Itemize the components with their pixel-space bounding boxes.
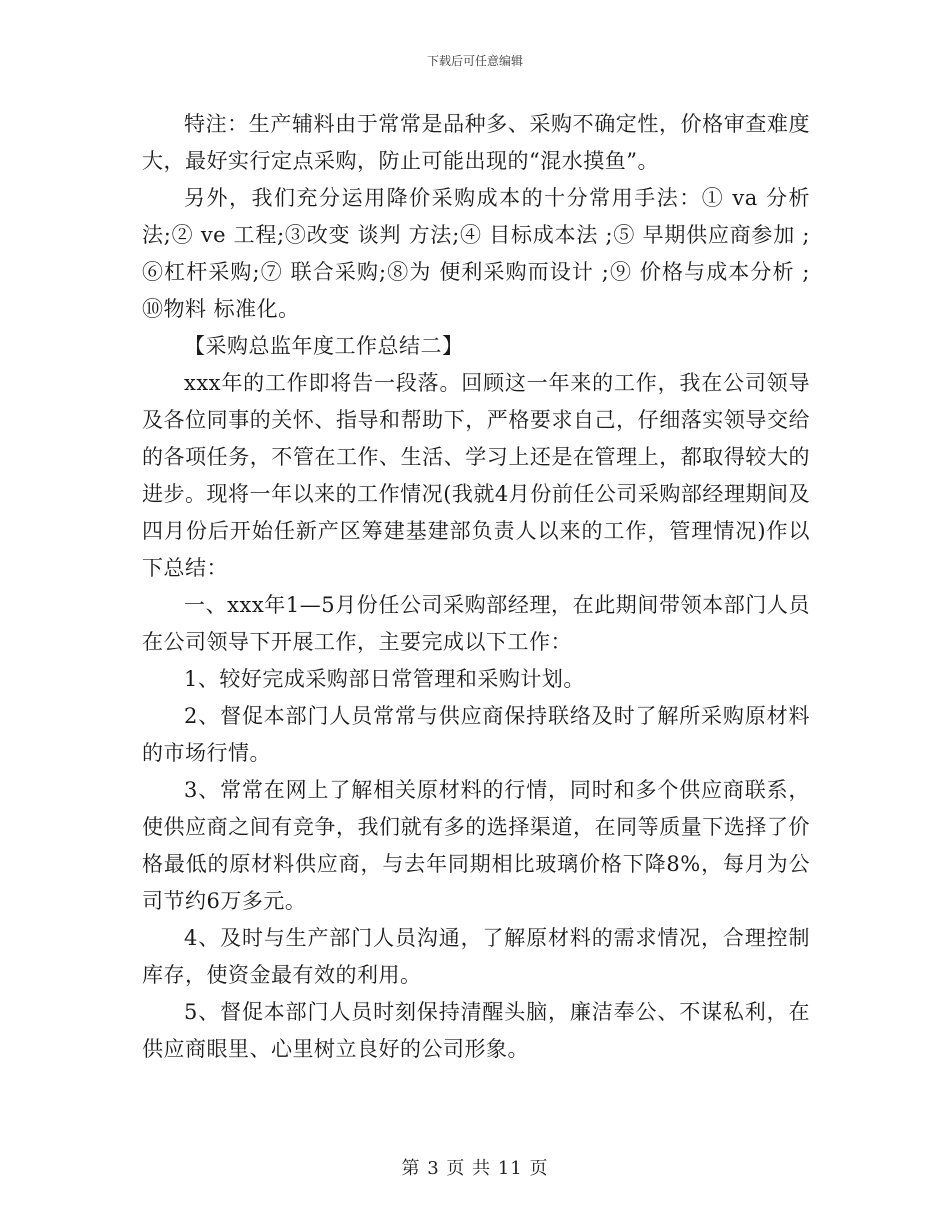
page-number-footer: 第 3 页 共 11 页 [401,1158,549,1179]
section-heading: 【采购总监年度工作总结二】 [184,334,464,358]
list-item-2: 2、督促本部门人员常常与供应商保持联络及时了解所采购原材料的市场行情。 [142,704,810,765]
list-item-1: 1、较好完成采购部日常管理和采购计划。 [184,667,585,691]
paragraph-section-one: 一、xxx年1—5月份任公司采购部经理，在此期间带领本部门人员在公司领导下开展工作，主要完成以下工作： [142,593,810,654]
document-body [142,106,810,1068]
list-item-4: 4、及时与生产部门人员沟通，了解原材料的需求情况，合理控制库存，使资金最有效的利用。 [142,926,810,987]
list-item-5: 5、督促本部门人员时刻保持清醒头脑，廉洁奉公、不谋私利，在供应商眼里、心里树立良好的公司形象。 [142,1000,810,1061]
list-item-3: 3、常常在网上了解相关原材料的行情，同时和多个供应商联系，使供应商之间有竞争，我们就有多的选择渠道，在同等质量下选择了价格最低的原材料供应商，与去年同期相比玻璃价格下降8%，每月为公司节约6万多元。 [142,778,810,913]
page-header-note: 下载后可任意编辑 [426,54,523,68]
paragraph-special-note: 特注：生产辅料由于常常是品种多、采购不确定性，价格审查难度大，最好实行定点采购，防止可能出现的“混水摸鱼”。 [142,112,810,173]
paragraph-cost-methods: 另外，我们充分运用降价采购成本的十分常用手法：① va 分析法;② ve 工程;③改变 谈判 方法;④ 目标成本法 ;⑤ 早期供应商参加 ;⑥杠杆采购;⑦ 联合采购;⑧为 便利采购而设计 ;⑨ 价格与成本分析 ;⑩物料 标准化。 [142,186,810,321]
paragraph-year-review: xxx年的工作即将告一段落。回顾这一年来的工作，我在公司领导及各位同事的关怀、指导和帮助下，严格要求自己，仔细落实领导交给的各项任务，不管在工作、生活、学习上还是在管理上，都取得较大的进步。现将一年以来的工作情况(我就4月份前任公司采购部经理期间及四月份后开始任新产区筹建基建部负责人以来的工作，管理情况)作以下总结： [142,371,810,580]
